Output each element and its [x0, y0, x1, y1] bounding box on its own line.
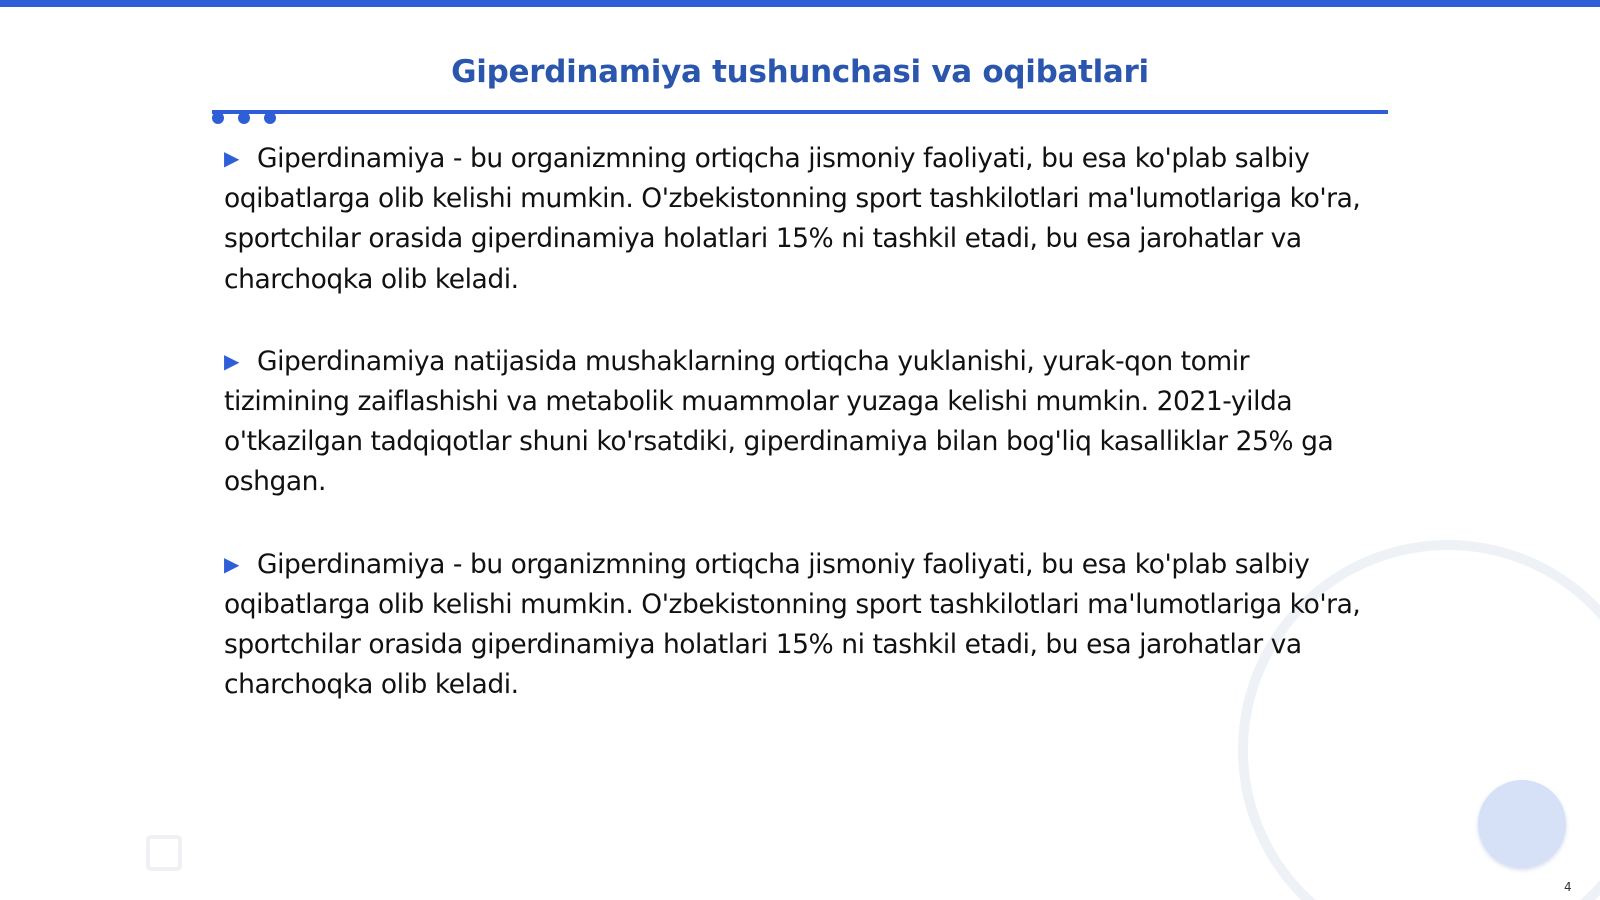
bullet-text: Giperdinamiya - bu organizmning ortiqcha jismoniy faoliyati, bu esa ko'plab salbiy oqibatlarga olib kelishi mumkin. O'zbekistonning sport tashkilotlari ma'lumotlariga ko'ra, sportchilar orasida giperdinamiya holatlari 15% ni tashkil etadi, bu esa jarohatlar va charchoqka olib keladi.	[224, 548, 1361, 701]
bullet-point	[224, 544, 1364, 706]
page-number: 4	[1564, 880, 1572, 894]
triangle-right-icon: ▶	[224, 551, 239, 576]
triangle-right-icon: ▶	[224, 348, 239, 373]
slide-content	[224, 138, 1364, 746]
title-underline	[212, 110, 1388, 114]
bullet-text: Giperdinamiya - bu organizmning ortiqcha jismoniy faoliyati, bu esa ko'plab salbiy oqibatlarga olib kelishi mumkin. O'zbekistonning sport tashkilotlari ma'lumotlariga ko'ra, sportchilar orasida giperdinamiya holatlari 15% ni tashkil etadi, bu esa jarohatlar va charchoqka olib keladi.	[224, 143, 1361, 295]
decorative-dot	[212, 112, 224, 124]
bullet-text: Giperdinamiya natijasida mushaklarning ortiqcha yuklanishi, yurak-qon tomir tizimining zaiflashishi va metabolik muammolar yuzaga kelishi mumkin. 2021-yilda o'tkazilgan tadqiqotlar shuni ko'rsatdiki, giperdinamiya bilan bog'liq kasalliklar 25% ga oshgan.	[224, 345, 1334, 498]
triangle-right-icon: ▶	[224, 146, 239, 170]
bullet-point	[224, 341, 1364, 503]
decorative-circle	[1478, 780, 1566, 868]
bullet-point	[224, 138, 1364, 300]
slide-title: Giperdinamiya tushunchasi va oqibatlari	[451, 54, 1149, 90]
decorative-square	[146, 835, 182, 871]
decorative-dot	[238, 112, 250, 124]
top-accent-bar	[0, 0, 1600, 7]
decorative-dot	[264, 112, 276, 124]
